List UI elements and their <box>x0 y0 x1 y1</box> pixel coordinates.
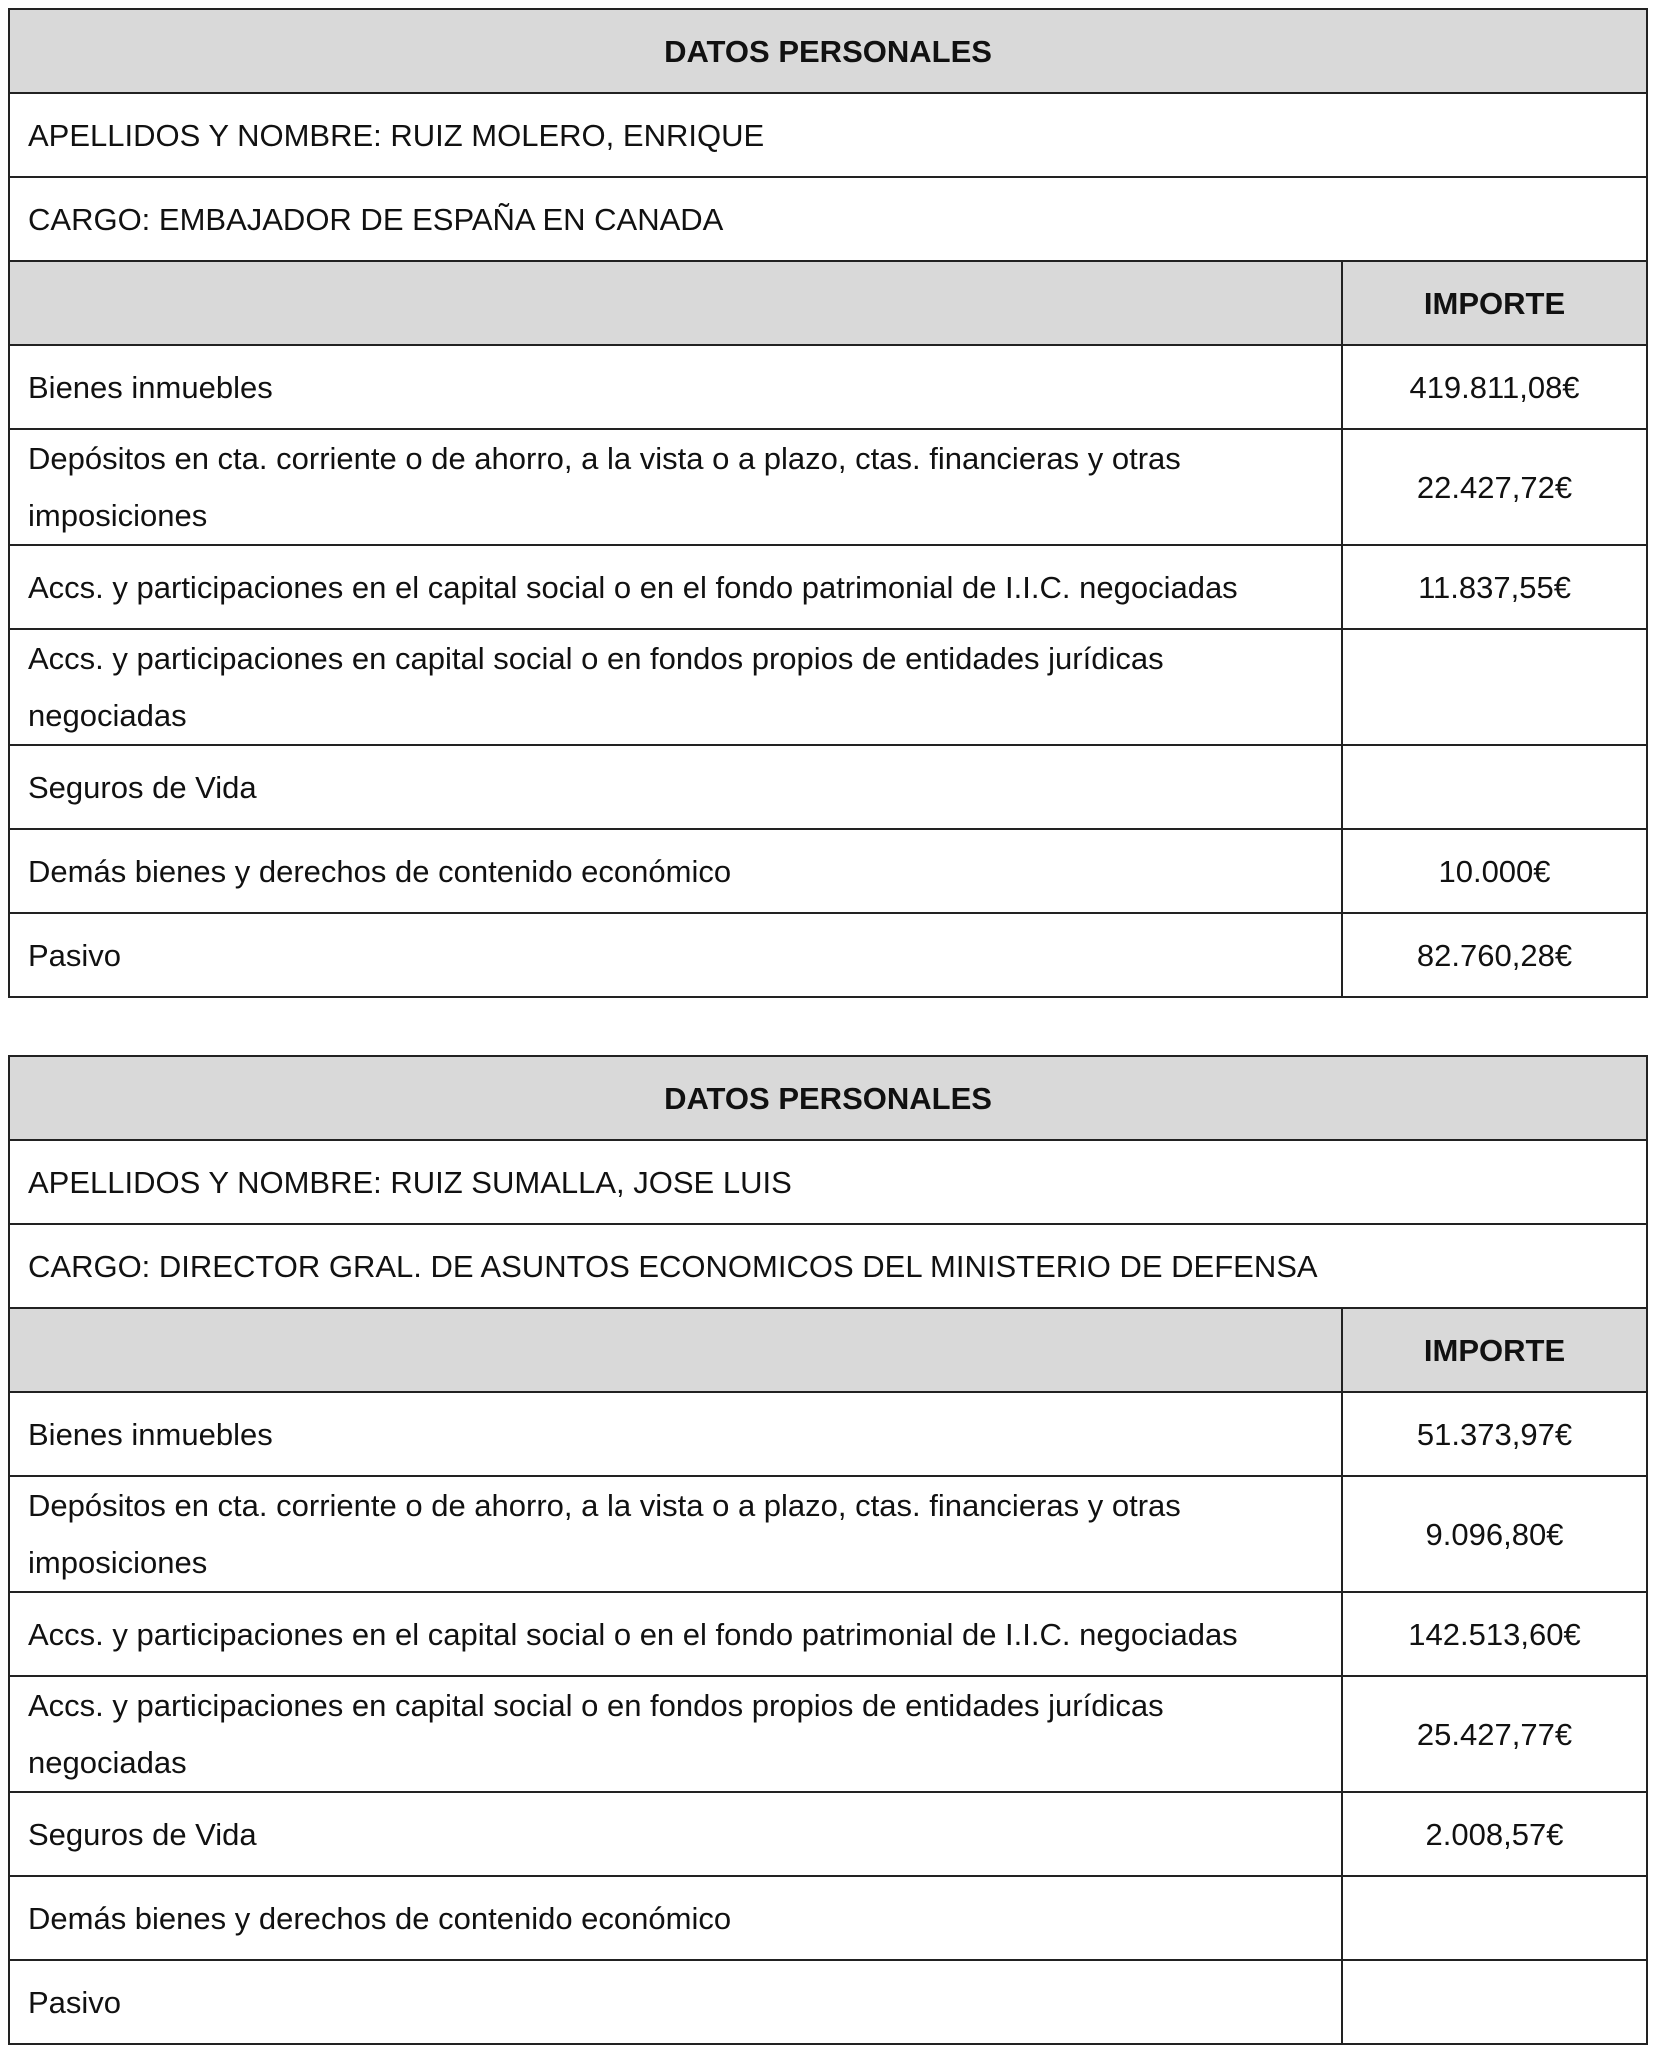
table-row <box>9 1676 1647 1792</box>
amount-cell: 51.373,97€ <box>1342 1392 1647 1476</box>
concept-cell: Seguros de Vida <box>9 745 1342 829</box>
amount-cell: 142.513,60€ <box>1342 1592 1647 1676</box>
declaration-table-1 <box>8 8 1648 998</box>
table-header-row <box>9 1308 1647 1392</box>
amount-cell <box>1342 745 1647 829</box>
amount-cell: 11.837,55€ <box>1342 545 1647 629</box>
section-title: DATOS PERSONALES <box>9 9 1647 93</box>
table-header-row <box>9 261 1647 345</box>
concept-cell: Accs. y participaciones en capital social o en fondos propios de entidades jurídicas negociadas <box>9 629 1342 745</box>
concept-cell: Accs. y participaciones en el capital social o en el fondo patrimonial de I.I.C. negociadas <box>9 545 1342 629</box>
table-row <box>9 1876 1647 1960</box>
concept-cell: Bienes inmuebles <box>9 1392 1342 1476</box>
table-row <box>9 1792 1647 1876</box>
amount-cell: 82.760,28€ <box>1342 913 1647 997</box>
amount-cell: 9.096,80€ <box>1342 1476 1647 1592</box>
amount-header: IMPORTE <box>1342 1308 1647 1392</box>
name-row <box>9 1140 1647 1224</box>
concept-cell: Pasivo <box>9 913 1342 997</box>
amount-cell <box>1342 629 1647 745</box>
table-row <box>9 1960 1647 2044</box>
name-line: APELLIDOS Y NOMBRE: RUIZ MOLERO, ENRIQUE <box>9 93 1647 177</box>
concept-cell: Bienes inmuebles <box>9 345 1342 429</box>
concept-header-blank <box>9 261 1342 345</box>
amount-header: IMPORTE <box>1342 261 1647 345</box>
table-row <box>9 829 1647 913</box>
concept-cell: Accs. y participaciones en el capital social o en el fondo patrimonial de I.I.C. negociadas <box>9 1592 1342 1676</box>
concept-cell: Seguros de Vida <box>9 1792 1342 1876</box>
cargo-row <box>9 1224 1647 1308</box>
cargo-row <box>9 177 1647 261</box>
amount-cell <box>1342 1960 1647 2044</box>
section-title: DATOS PERSONALES <box>9 1056 1647 1140</box>
table-row <box>9 345 1647 429</box>
table-row <box>9 913 1647 997</box>
concept-cell: Demás bienes y derechos de contenido económico <box>9 1876 1342 1960</box>
declaration-table-2 <box>8 1055 1648 2045</box>
amount-cell: 419.811,08€ <box>1342 345 1647 429</box>
table-row <box>9 629 1647 745</box>
table-row <box>9 429 1647 545</box>
concept-cell: Accs. y participaciones en capital social o en fondos propios de entidades jurídicas negociadas <box>9 1676 1342 1792</box>
concept-cell: Demás bienes y derechos de contenido económico <box>9 829 1342 913</box>
cargo-line: CARGO: DIRECTOR GRAL. DE ASUNTOS ECONOMICOS DEL MINISTERIO DE DEFENSA <box>9 1224 1647 1308</box>
table-row <box>9 545 1647 629</box>
name-row <box>9 93 1647 177</box>
table-row <box>9 1476 1647 1592</box>
amount-cell: 2.008,57€ <box>1342 1792 1647 1876</box>
concept-cell: Depósitos en cta. corriente o de ahorro, a la vista o a plazo, ctas. financieras y otras imposiciones <box>9 429 1342 545</box>
amount-cell <box>1342 1876 1647 1960</box>
amount-cell: 10.000€ <box>1342 829 1647 913</box>
concept-header-blank <box>9 1308 1342 1392</box>
concept-cell: Depósitos en cta. corriente o de ahorro, a la vista o a plazo, ctas. financieras y otras imposiciones <box>9 1476 1342 1592</box>
table-row <box>9 745 1647 829</box>
table-row <box>9 1592 1647 1676</box>
name-line: APELLIDOS Y NOMBRE: RUIZ SUMALLA, JOSE LUIS <box>9 1140 1647 1224</box>
concept-cell: Pasivo <box>9 1960 1342 2044</box>
cargo-line: CARGO: EMBAJADOR DE ESPAÑA EN CANADA <box>9 177 1647 261</box>
section-title-row <box>9 1056 1647 1140</box>
amount-cell: 25.427,77€ <box>1342 1676 1647 1792</box>
amount-cell: 22.427,72€ <box>1342 429 1647 545</box>
section-title-row <box>9 9 1647 93</box>
table-row <box>9 1392 1647 1476</box>
